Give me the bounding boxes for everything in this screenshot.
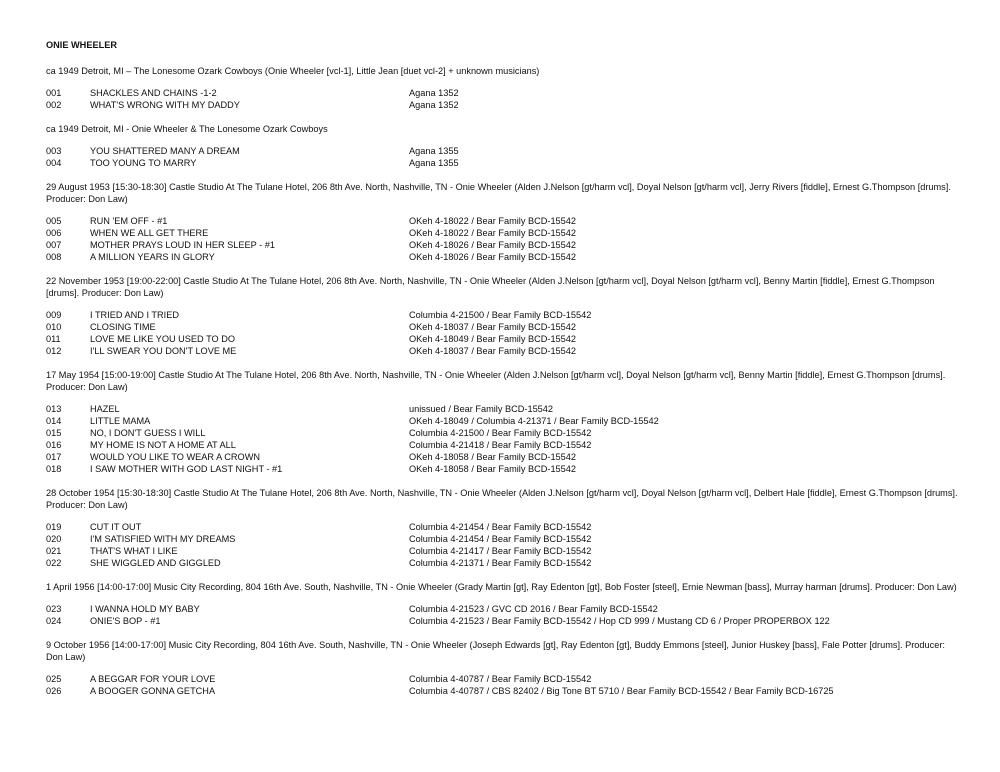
track-release: OKeh 4-18049 / Columbia 4-21371 / Bear Family BCD-15542 (409, 416, 659, 426)
track-row (46, 557, 958, 569)
track-number: 004 (46, 158, 62, 168)
session-header: 29 August 1953 [15:30-18:30] Castle Studio At The Tulane Hotel, 206 8th Ave. North, Nashville, TN - Onie Wheeler (Alden J.Nelson [gt/harm vcl], Doyal Nelson [gt/harm vcl], Jerry Rivers [fiddle], Ernest G.Thompson [drums]. Producer: Don Law) (46, 182, 951, 204)
discography-document (46, 39, 958, 709)
track-row (46, 415, 958, 427)
track-release: Columbia 4-21500 / Bear Family BCD-15542 (409, 310, 592, 320)
track-release: unissued / Bear Family BCD-15542 (409, 404, 554, 414)
track-row (46, 239, 958, 251)
track-number: 003 (46, 146, 62, 156)
track-number: 020 (46, 534, 62, 544)
track-title: LOVE ME LIKE YOU USED TO DO (90, 334, 236, 344)
track-title: WHAT'S WRONG WITH MY DADDY (90, 100, 240, 110)
track-row (46, 227, 958, 239)
track-row (46, 521, 958, 533)
session-header: 9 October 1956 [14:00-17:00] Music City Recording, 804 16th Ave. South, Nashville, TN - Onie Wheeler (Joseph Edwards [gt], Ray Edenton [gt], Buddy Emmons [steel], Junior Huskey [bass], Fale Potter [drums]. Producer: Don Law) (46, 640, 945, 662)
track-release: Columbia 4-21454 / Bear Family BCD-15542 (409, 522, 592, 532)
track-number: 017 (46, 452, 62, 462)
track-number: 026 (46, 686, 62, 696)
session-header: 28 October 1954 [15:30-18:30] Castle Studio At The Tulane Hotel, 206 8th Ave. North, Nashville, TN - Onie Wheeler (Alden J.Nelson [gt/harm vcl], Doyal Nelson [gt/harm vcl], Delbert Hale [fiddle], Ernest G.Thompson [drums]. Producer: Don Law) (46, 488, 958, 510)
track-release: OKeh 4-18022 / Bear Family BCD-15542 (409, 228, 576, 238)
track-title: SHACKLES AND CHAINS -1-2 (90, 88, 217, 98)
track-title: I TRIED AND I TRIED (90, 310, 179, 320)
track-row (46, 333, 958, 345)
track-number: 021 (46, 546, 62, 556)
session-block (46, 181, 958, 263)
track-row (46, 403, 958, 415)
session-header: 1 April 1956 [14:00-17:00] Music City Recording, 804 16th Ave. South, Nashville, TN - Onie Wheeler (Grady Martin [gt], Ray Edenton [gt], Bob Foster [steel], Ernie Newman [bass], Murray harman [drums]. Producer: Don Law) (46, 582, 957, 592)
track-number: 006 (46, 228, 62, 238)
track-title: I WANNA HOLD MY BABY (90, 604, 200, 614)
track-title: MY HOME IS NOT A HOME AT ALL (90, 440, 236, 450)
track-number: 008 (46, 252, 62, 262)
track-title: YOU SHATTERED MANY A DREAM (90, 146, 240, 156)
track-release: Columbia 4-40787 / CBS 82402 / Big Tone BT 5710 / Bear Family BCD-15542 / Bear Family BCD-16725 (409, 686, 834, 696)
track-row (46, 321, 958, 333)
track-release: Columbia 4-21418 / Bear Family BCD-15542 (409, 440, 592, 450)
track-row (46, 545, 958, 557)
track-release: OKeh 4-18037 / Bear Family BCD-15542 (409, 346, 576, 356)
track-release: Agana 1352 (409, 100, 459, 110)
track-number: 025 (46, 674, 62, 684)
track-release: OKeh 4-18058 / Bear Family BCD-15542 (409, 452, 576, 462)
track-row (46, 673, 958, 685)
page-title: ONIE WHEELER (46, 40, 117, 50)
track-row (46, 463, 958, 475)
track-release: OKeh 4-18037 / Bear Family BCD-15542 (409, 322, 576, 332)
track-release: Columbia 4-21417 / Bear Family BCD-15542 (409, 546, 592, 556)
session-header: 17 May 1954 [15:00-19:00] Castle Studio At The Tulane Hotel, 206 8th Ave. North, Nashville, TN - Onie Wheeler (Alden J.Nelson [gt/harm vcl], Doyal Nelson [gt/harm vcl], Benny Martin [fiddle], Ernest G.Thompson [drums]. Producer: Don Law) (46, 370, 946, 392)
track-release: Agana 1355 (409, 146, 459, 156)
track-number: 024 (46, 616, 62, 626)
track-row (46, 251, 958, 263)
track-title: CUT IT OUT (90, 522, 142, 532)
session-block (46, 275, 958, 357)
track-release: Agana 1355 (409, 158, 459, 168)
track-number: 018 (46, 464, 62, 474)
track-number: 010 (46, 322, 62, 332)
track-number: 012 (46, 346, 62, 356)
track-release: OKeh 4-18058 / Bear Family BCD-15542 (409, 464, 576, 474)
track-title: A BOOGER GONNA GETCHA (90, 686, 216, 696)
track-row (46, 87, 958, 99)
track-release: OKeh 4-18022 / Bear Family BCD-15542 (409, 216, 576, 226)
session-header: 22 November 1953 [19:00-22:00] Castle Studio At The Tulane Hotel, 206 8th Ave. North, Nashville, TN - Onie Wheeler (Alden J.Nelson [gt/harm vcl], Doyal Nelson [gt/harm vcl], Benny Martin [fiddle], Ernest G.Thompson [drums]. Producer: Don Law) (46, 276, 935, 298)
track-row (46, 603, 958, 615)
track-release: Columbia 4-21523 / GVC CD 2016 / Bear Family BCD-15542 (409, 604, 658, 614)
track-number: 005 (46, 216, 62, 226)
track-release: Columbia 4-21454 / Bear Family BCD-15542 (409, 534, 592, 544)
track-number: 002 (46, 100, 62, 110)
track-title: I SAW MOTHER WITH GOD LAST NIGHT - #1 (90, 464, 283, 474)
track-number: 013 (46, 404, 62, 414)
track-release: OKeh 4-18026 / Bear Family BCD-15542 (409, 252, 576, 262)
track-release: Columbia 4-21523 / Bear Family BCD-15542 / Hop CD 999 / Mustang CD 6 / Proper PROPERBOX 122 (409, 616, 830, 626)
track-row (46, 427, 958, 439)
track-release: OKeh 4-18049 / Bear Family BCD-15542 (409, 334, 576, 344)
track-title: LITTLE MAMA (90, 416, 151, 426)
session-block (46, 123, 958, 169)
track-number: 009 (46, 310, 62, 320)
session-block (46, 639, 958, 697)
track-title: MOTHER PRAYS LOUD IN HER SLEEP - #1 (90, 240, 275, 250)
track-title: THAT'S WHAT I LIKE (90, 546, 178, 556)
track-release: Agana 1352 (409, 88, 459, 98)
track-title: HAZEL (90, 404, 120, 414)
track-release: Columbia 4-40787 / Bear Family BCD-15542 (409, 674, 592, 684)
track-number: 016 (46, 440, 62, 450)
track-row (46, 215, 958, 227)
track-number: 015 (46, 428, 62, 438)
track-row (46, 345, 958, 357)
track-title: ONIE'S BOP - #1 (90, 616, 161, 626)
track-title: RUN 'EM OFF - #1 (90, 216, 168, 226)
track-row (46, 533, 958, 545)
track-row (46, 615, 958, 627)
track-number: 007 (46, 240, 62, 250)
track-title: A BEGGAR FOR YOUR LOVE (90, 674, 216, 684)
track-title: SHE WIGGLED AND GIGGLED (90, 558, 221, 568)
session-header: ca 1949 Detroit, MI – The Lonesome Ozark Cowboys (Onie Wheeler [vcl-1], Little Jean [duet vcl-2] + unknown musicians) (46, 66, 540, 76)
track-number: 014 (46, 416, 62, 426)
track-row (46, 157, 958, 169)
session-header: ca 1949 Detroit, MI - Onie Wheeler & The Lonesome Ozark Cowboys (46, 124, 328, 134)
track-row (46, 145, 958, 157)
track-row (46, 451, 958, 463)
track-title: WHEN WE ALL GET THERE (90, 228, 209, 238)
track-number: 001 (46, 88, 62, 98)
track-release: Columbia 4-21500 / Bear Family BCD-15542 (409, 428, 592, 438)
track-number: 019 (46, 522, 62, 532)
track-number: 011 (46, 334, 61, 344)
track-row (46, 309, 958, 321)
track-title: CLOSING TIME (90, 322, 156, 332)
track-row (46, 99, 958, 111)
session-block (46, 581, 958, 627)
session-block (46, 487, 958, 569)
track-title: NO, I DON'T GUESS I WILL (90, 428, 206, 438)
track-row (46, 685, 958, 697)
track-title: I'M SATISFIED WITH MY DREAMS (90, 534, 236, 544)
track-number: 022 (46, 558, 62, 568)
track-title: A MILLION YEARS IN GLORY (90, 252, 215, 262)
track-row (46, 439, 958, 451)
session-block (46, 369, 958, 475)
track-release: OKeh 4-18026 / Bear Family BCD-15542 (409, 240, 576, 250)
track-title: TOO YOUNG TO MARRY (90, 158, 197, 168)
track-title: WOULD YOU LIKE TO WEAR A CROWN (90, 452, 260, 462)
track-release: Columbia 4-21371 / Bear Family BCD-15542 (409, 558, 592, 568)
track-title: I'LL SWEAR YOU DON'T LOVE ME (90, 346, 237, 356)
session-block (46, 65, 958, 111)
sessions-list (46, 65, 958, 697)
track-number: 023 (46, 604, 62, 614)
